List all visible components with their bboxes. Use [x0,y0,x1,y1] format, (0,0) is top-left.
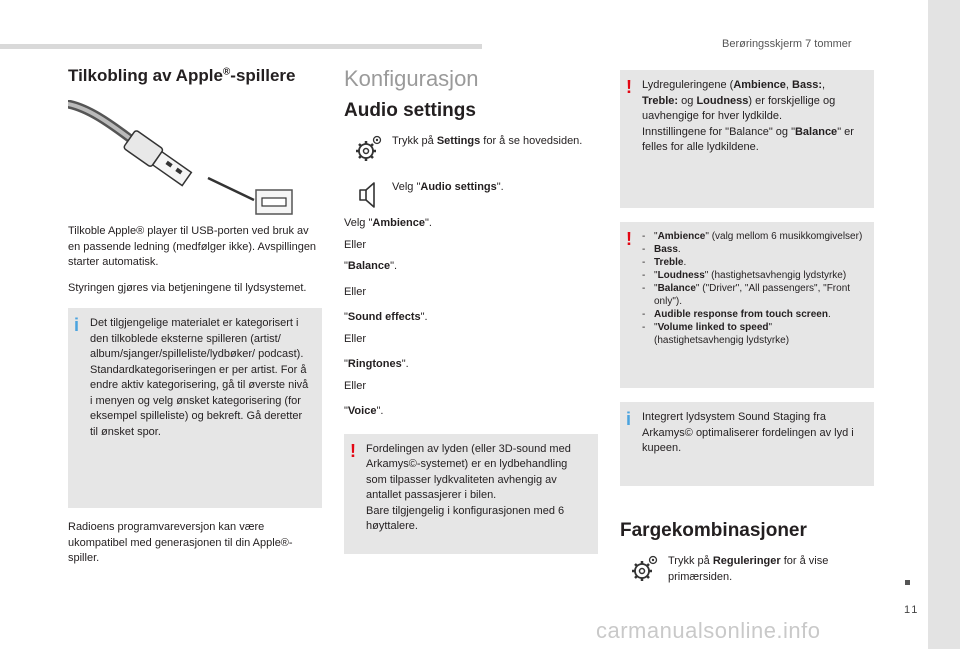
page-number: 11 [904,604,920,616]
info-marker-icon: i [626,409,632,429]
option-sound-effects: "Sound effects". [344,311,428,323]
option-balance: "Balance". [344,260,398,272]
option-ambience: Velg "Ambience". [344,217,432,229]
section-title-config: Konfigurasjon [344,66,479,91]
warning-exclamation-icon: ! [350,440,356,461]
option-separator: Eller [344,379,367,392]
column-apple [68,66,322,86]
info-box-sound-staging [620,402,874,486]
warning-box-text: Fordelingen av lyden (eller 3D-sound med Arkamys©-systemet) er en lydbehandling som tilpasser lydkvaliteten avhengig av antallet passasjerer i bilen. Bare tilgjengelig i konfigurasjonen med 6 høyttalere. [366,442,571,532]
list-item: - "Volume linked to speed" (hastighetsavhengig lydstyrke) [642,322,790,346]
warning-box-sources [620,70,874,208]
info-box-text: Det tilgjengelige materialet er kategorisert i den tilkoblede eksterne spilleren (artist/ album/sjanger/spilleliste/lydbøker/ podcast). Standardkategoriseringen er per artist. For å endre aktiv kategorisering, gå til øverste nivå i menyen og velg ønsket kategorisering (for eksempel spilleliste) og bekreft. Gå deretter til ønsket spor. [90,317,309,438]
list-item: - Audible response from touch screen. [642,309,831,320]
watermark: carmanualsonline.info [596,618,821,643]
apple-connect-text: Tilkoble Apple® player til USB-porten ved bruk av en passende ledning (medfølger ikke). Avspillingen starter automatisk. [68,225,317,268]
warning-sources-text: Lydreguleringene (Ambience, Bass:, Treble: og Loudness) er forskjellige og uavhengige for hver lydkilde. Innstillingene for "Balance" og "Balance" er felles for alle lydkildene. [642,79,854,153]
audio-options-list [344,216,598,420]
list-item: - "Balance" ("Driver", "All passengers", "Front only"). [642,283,851,307]
warning-exclamation-icon: ! [626,77,632,97]
option-voice: "Voice". [344,405,384,417]
subsection-audio-settings: Audio settings [344,100,476,121]
warning-box-settings-list [620,222,874,388]
step-audio-settings: Velg "Audio settings". [344,180,598,210]
side-strip [928,0,960,649]
chapter-title: Berøringsskjerm 7 tommer [722,38,852,50]
option-ringtones: "Ringtones". [344,358,409,370]
warning-box-sound [344,434,598,554]
info-box-categories [68,308,322,508]
warning-exclamation-icon: ! [626,229,632,249]
usb-cable-illustration [68,100,294,220]
column-config [344,66,598,554]
list-item: - "Loudness" (hastighetsavhengig lydstyrke) [642,270,847,281]
subsection-color-combinations: Fargekombinasjoner [620,520,807,541]
page-end-marker [905,580,910,585]
settings-gear-icon [629,554,659,584]
apple-control-text: Styringen gjøres via betjeningene til lydsystemet. [68,281,307,294]
step-adjustments: Trykk på Reguleringer for å vise primærsiden. [620,554,874,585]
apple-text-block [68,224,322,567]
top-divider-bar [0,44,482,49]
option-separator: Eller [344,238,367,251]
info-marker-icon: i [74,315,80,335]
option-separator: Eller [344,332,367,345]
section-title-apple: Tilkobling av Apple®-spillere [68,66,296,85]
list-item: - Bass. [642,244,681,255]
column-settings-info [620,70,874,585]
list-item: - Treble. [642,257,687,268]
option-separator: Eller [344,285,367,298]
list-item: - "Ambience" (valg mellom 6 musikkomgivelser) [642,231,863,242]
info-sound-staging-text: Integrert lydsystem Sound Staging fra Arkamys© optimaliserer fordelingen av lyd i kupeen. [642,411,854,454]
settings-gear-icon [353,134,383,164]
apple-software-text: Radioens programvareversjon kan være ukompatibel med generasjonen til din Apple®-spiller. [68,521,293,564]
step-settings: Trykk på Settings for å se hovedsiden. [344,134,598,164]
speaker-icon [356,180,380,210]
